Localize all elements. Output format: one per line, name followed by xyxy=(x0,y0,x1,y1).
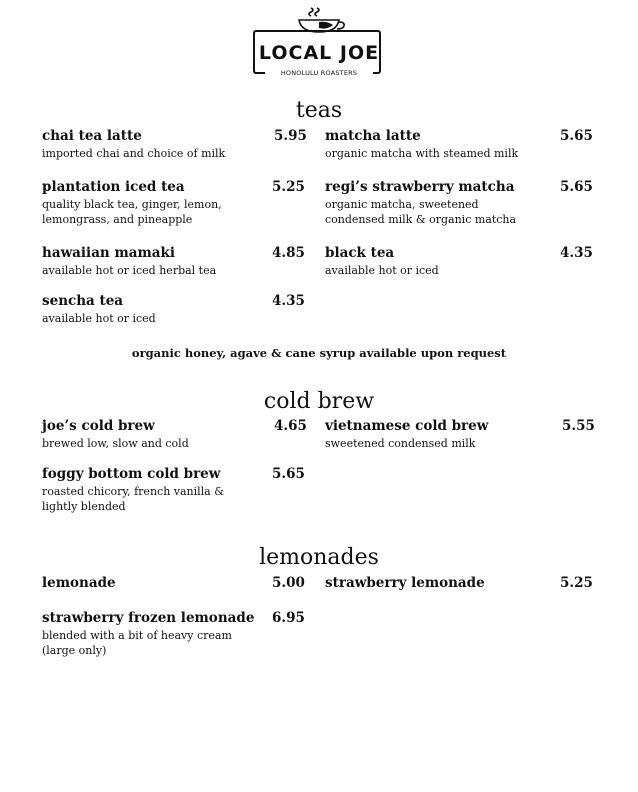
item-name: hawaiian mamaki xyxy=(42,245,175,261)
item-description: brewed low, slow and cold xyxy=(42,437,189,450)
item-description: roasted chicory, french vanilla & lightly blended xyxy=(42,485,225,513)
menu-item-chai-tea-latte xyxy=(42,128,267,161)
item-name: strawberry lemonade xyxy=(325,575,485,591)
item-price: 5.25 xyxy=(560,575,593,591)
item-description: organic matcha, sweetened condensed milk & organic matcha xyxy=(325,198,517,226)
item-name: lemonade xyxy=(42,575,116,591)
menu-item-hawaiian-mamaki xyxy=(42,245,267,278)
item-price: 5.65 xyxy=(560,128,593,144)
section-title-teas: teas xyxy=(295,98,343,123)
item-price: 5.25 xyxy=(272,179,305,195)
brand-tagline: HONOLULU ROASTERS xyxy=(265,69,373,77)
section-title-cold-brew: cold brew xyxy=(263,389,375,414)
item-name: joe’s cold brew xyxy=(42,418,155,434)
item-name: strawberry frozen lemonade xyxy=(42,610,255,626)
item-name: vietnamese cold brew xyxy=(325,418,489,434)
item-price: 6.95 xyxy=(272,610,305,626)
item-description: sweetened condensed milk xyxy=(325,437,476,450)
item-name: sencha tea xyxy=(42,293,124,309)
item-description: available hot or iced herbal tea xyxy=(42,264,217,277)
item-description: blended with a bit of heavy cream (large only) xyxy=(42,629,232,657)
menu-item-lemonade xyxy=(42,575,267,592)
sweetener-note: organic honey, agave & cane syrup available upon request xyxy=(131,346,507,360)
item-price: 4.85 xyxy=(272,245,305,261)
item-description: imported chai and choice of milk xyxy=(42,147,226,160)
menu-item-sencha-tea xyxy=(42,293,267,326)
menu-item-strawberry-frozen-lemonade xyxy=(42,610,255,658)
item-name: foggy bottom cold brew xyxy=(42,466,221,482)
item-name: matcha latte xyxy=(325,128,421,144)
item-description: available hot or iced xyxy=(325,264,439,277)
item-price: 4.35 xyxy=(272,293,305,309)
menu-item-strawberry-lemonade xyxy=(325,575,545,592)
brand-name: LOCAL JOE xyxy=(258,42,380,64)
item-price: 5.65 xyxy=(560,179,593,195)
menu-item-vietnamese-cold-brew xyxy=(325,418,545,451)
menu-item-regis-strawberry-matcha xyxy=(325,179,535,227)
menu-item-joes-cold-brew xyxy=(42,418,267,451)
menu-item-black-tea xyxy=(325,245,545,278)
menu-item-foggy-bottom-cold-brew xyxy=(42,466,254,514)
menu-item-plantation-iced-tea xyxy=(42,179,242,227)
item-name: regi’s strawberry matcha xyxy=(325,179,515,195)
item-price: 5.55 xyxy=(562,418,595,434)
item-price: 5.65 xyxy=(272,466,305,482)
menu-item-matcha-latte xyxy=(325,128,545,161)
local-joe-logo xyxy=(253,6,385,80)
item-price: 5.00 xyxy=(272,575,305,591)
item-description: organic matcha with steamed milk xyxy=(325,147,519,160)
item-price: 4.35 xyxy=(560,245,593,261)
item-name: plantation iced tea xyxy=(42,179,185,195)
section-title-lemonades: lemonades xyxy=(259,545,379,570)
item-name: black tea xyxy=(325,245,395,261)
item-price: 5.95 xyxy=(274,128,307,144)
item-name: chai tea latte xyxy=(42,128,142,144)
item-description: available hot or iced xyxy=(42,312,156,325)
item-description: quality black tea, ginger, lemon, lemongrass, and pineapple xyxy=(42,198,222,226)
item-price: 4.65 xyxy=(274,418,307,434)
